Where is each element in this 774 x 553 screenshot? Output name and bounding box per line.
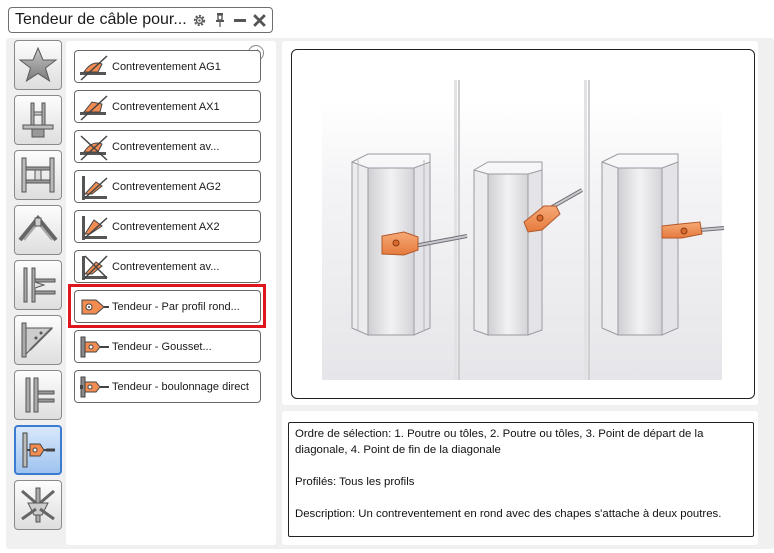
description-text (288, 422, 754, 537)
list-item-label: Contreventement AX1 (112, 100, 220, 113)
profiles-text: Profilés: Tous les profils (295, 476, 415, 488)
list-item-label: Contreventement av... (112, 140, 220, 153)
toolbar-gusset-plate-button[interactable] (14, 315, 62, 365)
list-item-label: Contreventement av... (112, 260, 220, 273)
window-title: Tendeur de câble pour... (15, 11, 187, 28)
stiffener-icon (18, 265, 58, 305)
bracing-ag2-icon (78, 172, 110, 202)
roof-apex-icon (18, 210, 58, 250)
list-item[interactable] (74, 90, 261, 123)
description-panel (282, 411, 758, 545)
list-item[interactable] (74, 210, 261, 243)
toolbar-column-connection-button[interactable] (14, 150, 62, 200)
star-icon (18, 45, 58, 85)
pin-icon[interactable] (211, 11, 228, 29)
gusset-plate-icon (18, 320, 58, 360)
gear-icon[interactable] (191, 11, 208, 29)
list-item[interactable] (74, 50, 261, 83)
window-titlebar (8, 7, 273, 33)
description-body-text: Description: Un contreventement en rond avec des chapes s'attache à deux poutres. (295, 508, 722, 520)
toolbar-favorites-button[interactable] (14, 40, 62, 90)
bracing-ax2-icon (78, 212, 110, 242)
toolbar-beam-connection-button[interactable] (14, 95, 62, 145)
list-item-label: Contreventement AG1 (112, 60, 221, 73)
splice-plate-icon (18, 375, 58, 415)
list-item[interactable] (74, 250, 261, 283)
list-item[interactable] (74, 170, 261, 203)
toolbar-bracing-tensioner-button[interactable] (14, 425, 62, 475)
preview-panel (282, 41, 758, 405)
minimize-icon[interactable] (231, 11, 248, 29)
toolbar-splice-plate-button[interactable] (14, 370, 62, 420)
selection-order-text: Ordre de sélection: 1. Poutre ou tôles, 2. Poutre ou tôles, 3. Point de départ de la diagonale, 4. Point de fin de la diagonale (295, 428, 704, 456)
tensioner-gusset-icon (78, 332, 110, 362)
toolbar-stiffener-button[interactable] (14, 260, 62, 310)
list-item[interactable] (74, 130, 261, 163)
bracing-av2-icon (78, 252, 110, 282)
bracing-ax1-icon (78, 92, 110, 122)
bracing-ag1-icon (78, 52, 110, 82)
bracing-av-icon (78, 132, 110, 162)
column-connection-icon (18, 155, 58, 195)
list-item-label: Contreventement AX2 (112, 220, 220, 233)
list-item-label: Tendeur - boulonnage direct (112, 380, 249, 393)
list-item-selected[interactable] (74, 290, 261, 323)
preview-image (291, 49, 755, 399)
bracing-gusset-icon (18, 485, 58, 525)
list-item-label: Contreventement AG2 (112, 180, 221, 193)
list-item-label: Tendeur - Gousset... (112, 340, 212, 353)
tensioner-round-icon (78, 292, 110, 322)
main-panel (6, 38, 774, 549)
close-icon[interactable] (251, 11, 268, 29)
list-item-label: Tendeur - Par profil rond... (112, 300, 240, 313)
tensioner-preview-illustration (292, 50, 755, 399)
beam-connection-icon (18, 100, 58, 140)
list-item[interactable] (74, 370, 261, 403)
bracing-tensioner-icon (18, 430, 58, 470)
toolbar-bracing-gusset-button[interactable] (14, 480, 62, 530)
titlebar-controls (191, 11, 268, 29)
tensioner-bolted-icon (78, 372, 110, 402)
list-item[interactable] (74, 330, 261, 363)
toolbar-roof-apex-button[interactable] (14, 205, 62, 255)
component-list (66, 41, 276, 545)
